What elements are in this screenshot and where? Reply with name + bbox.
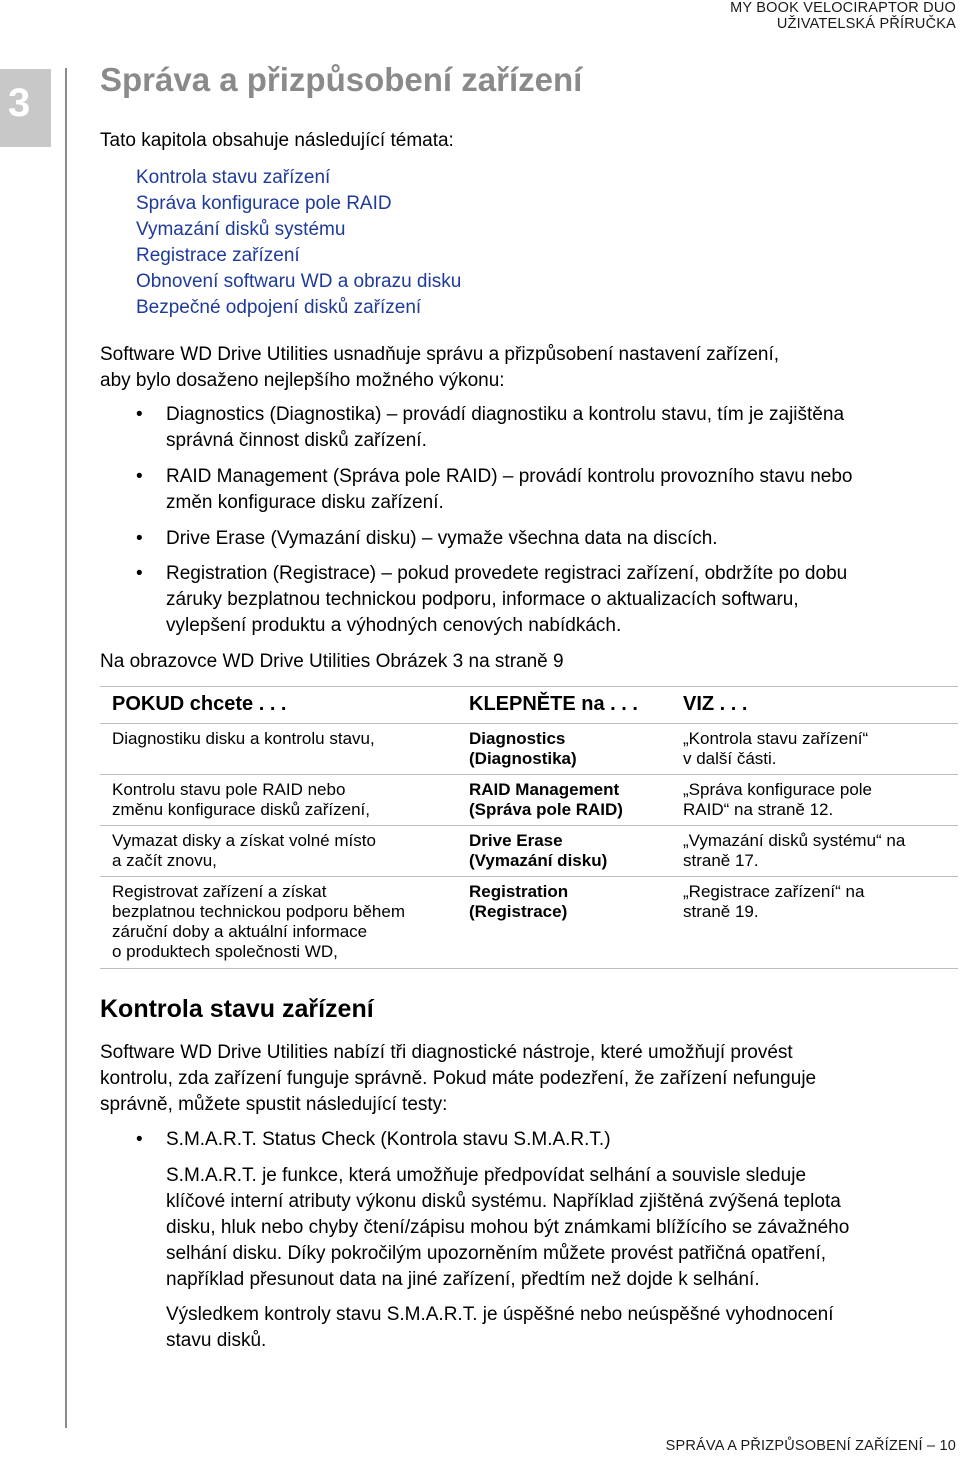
cell-line: „Registrace zařízení“ na [683, 882, 865, 901]
paragraph-line: S.M.A.R.T. je funkce, která umožňuje předpovídat selhání a souvisle sleduje [166, 1165, 807, 1186]
table-rule [100, 825, 958, 826]
cell-line: Registration [469, 882, 569, 901]
cell-line: straně 17. [683, 851, 759, 870]
cell-line: Vymazat disky a získat volné místo [112, 831, 376, 850]
cell-line: straně 19. [683, 902, 759, 921]
cell-line: o produktech společnosti WD, [112, 942, 338, 961]
bullet-line: změn konfigurace disku zařízení. [166, 492, 444, 513]
paragraph-line: aby bylo dosaženo nejlepšího možného výkonu: [100, 370, 505, 391]
cell-line: v další části. [683, 749, 777, 768]
link-safe-disconnect[interactable]: Bezpečné odpojení disků zařízení [136, 297, 422, 318]
table-row-2-want [112, 831, 376, 871]
chapter-tab [0, 69, 51, 147]
bullet-line: • Drive Erase (Vymazání disku) – vymaže všechna data na discích. [166, 528, 718, 549]
link-registration[interactable]: Registrace zařízení [136, 245, 300, 266]
bullet-smart: • S.M.A.R.T. Status Check (Kontrola stavu S.M.A.R.T.) [166, 1127, 611, 1153]
table-row-0-want [112, 729, 375, 749]
table-rule [100, 686, 958, 687]
col-header-click: KLEPNĚTE na . . . [469, 693, 638, 715]
cell-line: a začít znovu, [112, 851, 217, 870]
cell-line: Diagnostiku disku a kontrolu stavu, [112, 729, 375, 748]
header-product: MY BOOK VELOCIRAPTOR DUO [730, 0, 956, 16]
table-rule [100, 876, 958, 877]
chapter-title: Správa a přizpůsobení zařízení [100, 61, 583, 98]
table-row-1-click [469, 780, 623, 820]
cell-line: (Správa pole RAID) [469, 800, 623, 819]
smart-description [166, 1163, 849, 1293]
bullet-line: záruky bezplatnou technickou podporu, informace o aktualizacích softwaru, [166, 589, 799, 610]
table-row-0-see [683, 729, 868, 769]
table-row-3-see [683, 882, 864, 922]
bullet-registration [166, 561, 847, 639]
cell-line: „Správa konfigurace pole [683, 780, 873, 799]
page-footer: SPRÁVA A PŘIZPŮSOBENÍ ZAŘÍZENÍ – 10 [665, 1438, 956, 1454]
col-header-see: VIZ . . . [683, 693, 748, 715]
cell-line: RAID Management [469, 780, 620, 799]
bullet-line: vylepšení produktu a výhodných cenových nabídkách. [166, 615, 622, 636]
intro-text: Tato kapitola obsahuje následující témata: [100, 130, 454, 151]
bullet-line: správná činnost disků zařízení. [166, 430, 427, 451]
bullet-raid [166, 464, 852, 516]
bullet-line: • Registration (Registrace) – pokud provedete registraci zařízení, obdržíte po dobu [166, 563, 848, 584]
bullet-line: • Diagnostics (Diagnostika) – provádí diagnostiku a kontrolu stavu, tím je zajištěna [166, 404, 845, 425]
bullet-line: • RAID Management (Správa pole RAID) – provádí kontrolu provozního stavu nebo [166, 466, 853, 487]
link-health-check[interactable]: Kontrola stavu zařízení [136, 167, 331, 188]
paragraph-line: správně, můžete spustit následující testy: [100, 1094, 448, 1115]
topic-links [136, 165, 461, 321]
cell-line: RAID“ na straně 12. [683, 800, 834, 819]
cell-line: „Vymazání disků systému“ na [683, 831, 906, 850]
table-rule [100, 774, 958, 775]
smart-result [166, 1302, 834, 1354]
cell-line: (Diagnostika) [469, 749, 577, 768]
cell-line: bezplatnou technickou podporu během [112, 902, 405, 921]
margin-rule [65, 68, 67, 1428]
cell-line: záruční doby a aktuální informace [112, 922, 368, 941]
paragraph-line: selhání disku. Díky pokročilým upozorněním můžete provést patřičná opatření, [166, 1243, 827, 1264]
header-manual: UŽIVATELSKÁ PŘÍRUČKA [776, 16, 956, 32]
link-raid-config[interactable]: Správa konfigurace pole RAID [136, 193, 392, 214]
table-row-2-see [683, 831, 905, 871]
table-row-1-want [112, 780, 370, 820]
cell-line: Drive Erase [469, 831, 563, 850]
section-title: Kontrola stavu zařízení [100, 995, 374, 1023]
cell-line: Kontrolu stavu pole RAID nebo [112, 780, 346, 799]
section-paragraph [100, 1040, 816, 1118]
chapter-number: 3 [8, 81, 31, 125]
table-row-1-see [683, 780, 872, 820]
paragraph-line: Software WD Drive Utilities usnadňuje správu a přizpůsobení nastavení zařízení, [100, 344, 780, 365]
link-erase-disks[interactable]: Vymazání disků systému [136, 219, 346, 240]
paragraph-line: například přesunout data na jiné zařízení, předtím než dojde k selhání. [166, 1269, 760, 1290]
table-row-3-want [112, 882, 405, 962]
bullet-erase [166, 526, 718, 552]
cell-line: (Registrace) [469, 902, 568, 921]
cell-line: Registrovat zařízení a získat [112, 882, 327, 901]
cell-line: změnu konfigurace disků zařízení, [112, 800, 370, 819]
table-row-2-click [469, 831, 607, 871]
screen-reference: Na obrazovce WD Drive Utilities Obrázek 3 na straně 9 [100, 651, 564, 672]
table-row-0-click [469, 729, 577, 769]
software-paragraph [100, 342, 779, 394]
paragraph-line: Software WD Drive Utilities nabízí tři diagnostické nástroje, které umožňují provést [100, 1042, 793, 1063]
running-header [730, 0, 956, 32]
cell-line: (Vymazání disku) [469, 851, 608, 870]
cell-line: Diagnostics [469, 729, 566, 748]
table-row-3-click [469, 882, 568, 922]
link-restore-software[interactable]: Obnovení softwaru WD a obrazu disku [136, 271, 462, 292]
paragraph-line: stavu disků. [166, 1330, 267, 1351]
col-header-want: POKUD chcete . . . [112, 693, 287, 715]
table-rule [100, 968, 958, 969]
paragraph-line: disku, hluk nebo chyby čtení/zápisu mohou být známkami blížícího se závažného [166, 1217, 850, 1238]
table-rule [100, 723, 958, 724]
paragraph-line: kontrolu, zda zařízení funguje správně. Pokud máte podezření, že zařízení nefunguje [100, 1068, 817, 1089]
paragraph-line: klíčové interní atributy výkonu disků systému. Například zjištěná zvýšená teplota [166, 1191, 841, 1212]
paragraph-line: Výsledkem kontroly stavu S.M.A.R.T. je úspěšné nebo neúspěšné vyhodnocení [166, 1304, 834, 1325]
bullet-diagnostics [166, 402, 844, 454]
cell-line: „Kontrola stavu zařízení“ [683, 729, 869, 748]
